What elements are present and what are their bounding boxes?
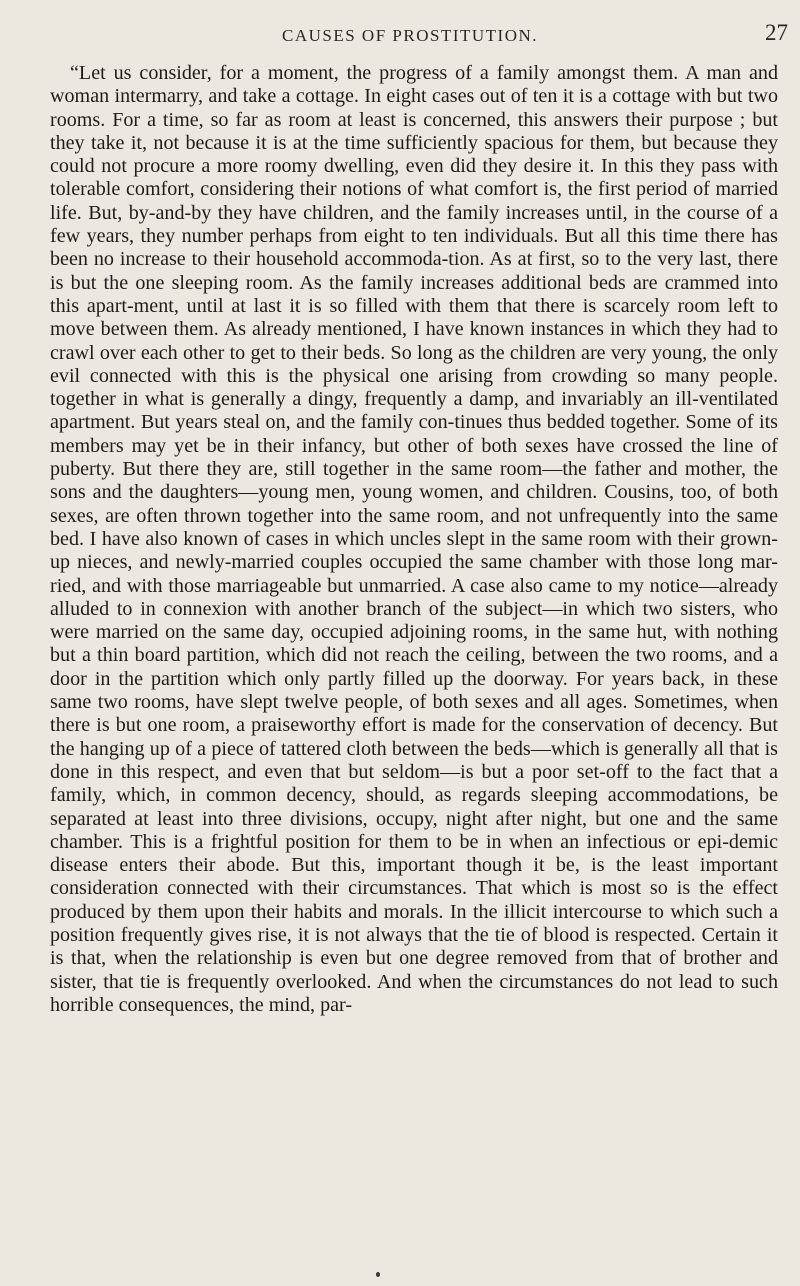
print-speck (376, 1272, 380, 1277)
page-number: 27 (765, 20, 788, 45)
page-header (60, 20, 788, 50)
running-title: CAUSES OF PROSTITUTION. (282, 26, 538, 45)
body-paragraph: “Let us consider, for a moment, the progress of a family amongst them. A man and woman intermarry, and take a cottage. In eight cases out of ten it is a cottage with but two rooms. For a time, so far as room at least is concerned, this answers their purpose ; but they take it, not because it is at the time sufficiently spacious for them, but because they could not procure a more roomy dwelling, even did they desire it. In this they pass with tolerable comfort, considering their notions of what comfort is, the first period of married life. But, by-and-by they have children, and the family increases until, in the course of a few years, they number perhaps from eight to ten individuals. But all this time there has been no increase to their household accommoda-tion. As at first, so to the very last, there is but the one sleeping room. As the family increases additional beds are crammed into this apart-ment, until at last it is so filled with them that there is scarcely room left to move between them. As already mentioned, I have known instances in which they had to crawl over each other to get to their beds. So long as the children are very young, the only evil connected with this is the physical one arising from crowding so many people. together in what is generally a dingy, frequently a damp, and invariably an ill-ventilated apartment. But years steal on, and the family con-tinues thus bedded together. Some of its members may yet be in their infancy, but other of both sexes have crossed the line of puberty. But there they are, still together in the same room—the father and mother, the sons and the daughters—young men, young women, and children. Cousins, too, of both sexes, are often thrown together into the same room, and not unfrequently into the same bed. I have also known of cases in which uncles slept in the same room with their grown-up nieces, and newly-married couples occupied the same chamber with those long mar-ried, and with those marriageable but unmarried. A case also came to my notice—already alluded to in connexion with another branch of the subject—in which two sisters, who were married on the same day, occupied adjoining rooms, in the same hut, with nothing but a thin board partition, which did not reach the ceiling, between the two rooms, and a door in the partition which only partly filled up the doorway. For years back, in these same two rooms, have slept twelve people, of both sexes and all ages. Sometimes, when there is but one room, a praiseworthy effort is made for the conservation of decency. But the hanging up of a piece of tattered cloth between the beds—which is generally all that is done in this respect, and even that but seldom—is but a poor set-off to the fact that a family, which, in common decency, should, as regards sleeping accommodations, be separated at least into three divisions, occupy, night after night, but one and the same chamber. This is a frightful position for them to be in when an infectious or epi-demic disease enters their abode. But this, important though it be, is the least important consideration connected with their circumstances. That which is most so is the effect produced by them upon their habits and morals. In the illicit intercourse to which such a position frequently gives rise, it is not always that the tie of blood is respected. Certain it is that, when the relationship is even but one degree removed from that of brother and sister, that tie is frequently overlooked. And when the circumstances do not lead to such horrible consequences, the mind, par- (50, 62, 778, 1016)
